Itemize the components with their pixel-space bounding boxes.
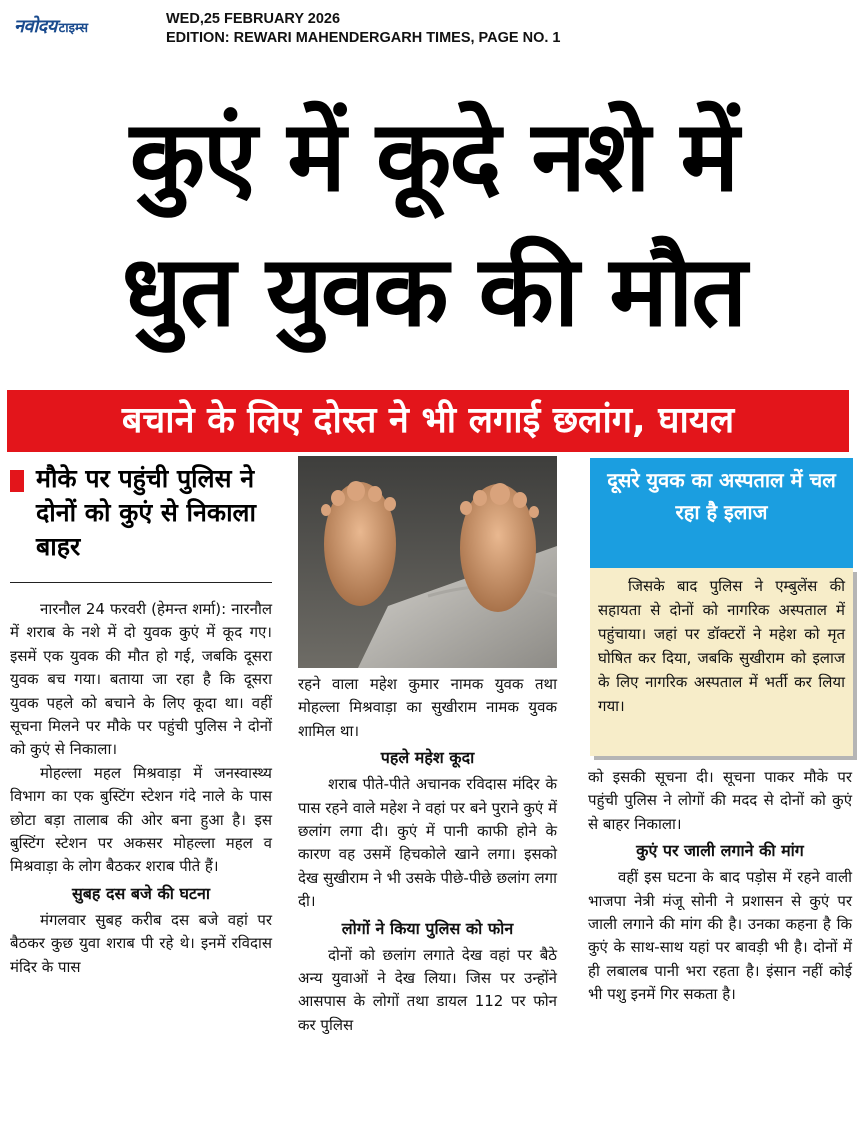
logo-main: नवोदय — [14, 16, 57, 37]
col1-paragraph-1: नारनौल 24 फरवरी (हेमन्त शर्मा): नारनौल में शराब के नशे में दो युवक कुएं में कूद गए। इसमें एक युवक की मौत हो गई, जबकि दूसरा युवक बच गया। बताया जा रहा है कि दूसरा युवक पहले को बचाने के लिए कूदा था। वहीं सूचना मिलने पर मौके पर पहुंची पुलिस ने दोनों को कुएं से निकाला। — [10, 600, 272, 759]
col1-paragraph-2: मोहल्ला महल मिश्रवाड़ा में जनस्वास्थ्य विभाग का एक बुस्टिंग स्टेशन गंदे नाले के पास छोटा बड़ा तालाब की ओर बना हुआ है। इस बुस्टिंग स्टेशन पर अकसर मोहल्ला महल व मिश्रवाड़ा के लोग बैठकर शराब पीते हैं। — [10, 763, 272, 876]
column-1-body — [10, 598, 272, 979]
highlight-body-text: जिसके बाद पुलिस ने एम्बुलेंस की सहायता से दोनों को नागरिक अस्पताल में पहुंचाया। जहां पर डॉक्टरों ने महेश को मृत घोषित कर दिया, जबकि सुखीराम को इलाज के लिए नागरिक अस्पताल में भर्ती कर लिया गया। — [598, 577, 845, 715]
side-headline-text: मौके पर पहुंची पुलिस ने दोनों को कुएं से निकाला बाहर — [36, 464, 256, 561]
red-subheadline-bar — [7, 390, 849, 452]
highlight-heading-text: दूसरे युवक का अस्पताल में चल रहा है इलाज — [607, 468, 836, 524]
col2-paragraph-2: शराब पीते-पीते अचानक रविदास मंदिर के पास रहने वाले महेश ने वहां पर बने पुराने कुएं में छलांग लगा दी। कुएं में पानी काफी होने के कारण वह उसमें हिचकोले खाने लगा। इसको देख सुखीराम ने भी उसके पीछे-पीछे छलांग लगा दी। — [298, 775, 557, 911]
red-bullet-marker — [10, 470, 24, 492]
highlight-text-box — [590, 568, 853, 756]
col1-subheading: सुबह दस बजे की घटना — [71, 883, 211, 903]
headline-line-1: कुएं में कूदे नशे में — [129, 100, 738, 214]
side-headline — [10, 462, 272, 564]
newspaper-logo — [14, 14, 88, 38]
col2-paragraph-3: दोनों को छलांग लगाते देख वहां पर बैठे अन्य युवाओं ने देख लिया। जिस पर उन्होंने आसपास के लोगों तथा डायल 112 पर फोन कर पुलिस — [298, 945, 557, 1034]
logo-sub: टाइम्स — [58, 21, 88, 36]
edition-info — [166, 10, 560, 48]
feet-under-sheet-image — [298, 456, 557, 668]
col3-subheading: कुएं पर जाली लगाने की मांग — [636, 841, 804, 861]
col1-paragraph-3: मंगलवार सुबह करीब दस बजे वहां पर बैठकर कुछ युवा शराब पी रहे थे। इनमें रविदास मंदिर के पास — [10, 910, 272, 976]
headline-line-2: धुत युवक की मौत — [121, 235, 746, 349]
col2-subheading-1: पहले महेश कूदा — [380, 748, 475, 768]
edition-line: EDITION: REWARI MAHENDERGARH TIMES, PAGE NO. 1 — [166, 30, 561, 46]
red-subheadline-text: बचाने के लिए दोस्त ने भी लगाई छलांग, घायल — [121, 400, 735, 441]
date-line: WED,25 FEBRUARY 2026 — [166, 11, 341, 27]
col3-paragraph-2: वहीं इस घटना के बाद पड़ोस में रहने वाली भाजपा नेत्री मंजू सोनी ने प्रशासन से कुएं पर जाली लगाने की मांग की है। उनका कहना है कि कुएं के साथ-साथ यहां पर बावड़ी भी है। दोनों में ही लबालब पानी भरा रहता है। इंसान नहीं कोई भी पशु इनमें गिर सकता है। — [588, 868, 852, 1004]
column-3-body — [588, 766, 852, 1007]
highlight-heading-box — [590, 458, 853, 568]
page-header — [0, 0, 867, 58]
col3-paragraph-1: को इसकी सूचना दी। सूचना पाकर मौके पर पहुंची पुलिस ने लोगों की मदद से दोनों को कुएं से बाहर निकाला। — [588, 768, 852, 833]
col2-subheading-2: लोगों ने किया पुलिस को फोन — [341, 918, 514, 938]
article-photo — [298, 456, 557, 668]
column-2-body — [298, 673, 557, 1037]
column-divider — [10, 582, 272, 583]
col2-paragraph-1: रहने वाला महेश कुमार नामक युवक तथा मोहल्ला मिश्रवाड़ा का सुखीराम नामक युवक शामिल था। — [298, 675, 557, 740]
